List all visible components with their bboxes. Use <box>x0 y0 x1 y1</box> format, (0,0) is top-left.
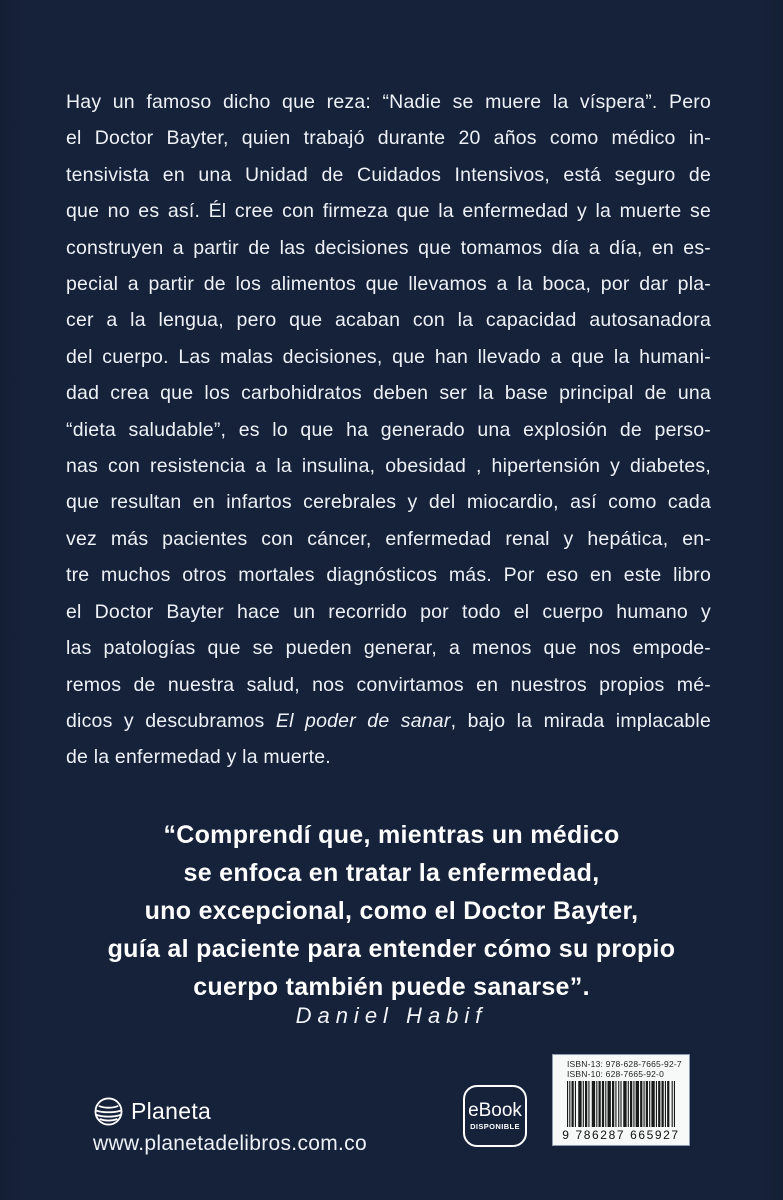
ebook-badge-subtitle: DISPONIBLE <box>470 1122 520 1131</box>
publisher-block <box>93 1096 367 1156</box>
synopsis-line: las patologías que se pueden generar, a menos que nos empode- <box>66 637 711 660</box>
quote-attribution: Daniel Habif <box>295 1003 488 1028</box>
quote-line: guía al paciente para entender cómo su propio <box>107 935 676 963</box>
synopsis-line: Hay un famoso dicho que reza: “Nadie se muere la víspera”. Pero <box>66 91 711 113</box>
synopsis-line: “dieta saludable”, es lo que ha generado una explosión de perso- <box>66 418 711 441</box>
barcode-digits: 9 786287 665927 <box>562 1128 680 1142</box>
synopsis-text <box>66 84 711 776</box>
synopsis-line: de la enfermedad y la muerte. <box>66 746 331 769</box>
synopsis-line: remos de nuestra salud, nos convirtamos en nuestros propios mé- <box>66 673 711 696</box>
quote-line: “Comprendí que, mientras un médico <box>163 821 620 849</box>
isbn10-label: ISBN-10: 628-7665-92-0 <box>567 1069 665 1079</box>
publisher-brand <box>93 1096 367 1127</box>
isbn-barcode <box>553 1055 689 1145</box>
ebook-badge <box>463 1085 527 1147</box>
synopsis-line: pecial a partir de los alimentos que llevamos a la boca, por dar pla- <box>66 273 711 296</box>
isbn13-label: ISBN-13: 978-628-7665-92-7 <box>567 1059 682 1069</box>
synopsis-line: dicos y descubramos El poder de sanar, bajo la mirada implacable <box>66 709 711 732</box>
ebook-badge-title: eBook <box>468 1100 522 1121</box>
synopsis-line: nas con resistencia a la insulina, obesidad , hipertensión y diabetes, <box>66 455 711 478</box>
synopsis-line: del cuerpo. Las malas decisiones, que han llevado a que la humani- <box>66 345 711 368</box>
endorsement-quote <box>36 816 747 1006</box>
synopsis-line: tre muchos otros mortales diagnósticos más. Por eso en este libro <box>66 564 711 587</box>
synopsis-line: que no es así. Él cree con firmeza que la enfermedad y la muerte se <box>66 200 711 223</box>
publisher-website: www.planetadelibros.com.co <box>93 1132 367 1155</box>
synopsis-line: que resultan en infartos cerebrales y del miocardio, así como cada <box>66 491 711 514</box>
quote-line: cuerpo también puede sanarse”. <box>193 973 590 1001</box>
synopsis-line: dad crea que los carbohidratos deben ser la base principal de una <box>66 382 711 405</box>
planeta-globe-icon <box>93 1096 124 1127</box>
quote-line: se enfoca en tratar la enfermedad, <box>183 859 600 887</box>
synopsis-line: vez más pacientes con cáncer, enfermedad renal y hepática, en- <box>66 527 711 550</box>
synopsis-line: cer a la lengua, pero que acaban con la capacidad autosanadora <box>66 309 711 332</box>
synopsis-line: el Doctor Bayter, quien trabajó durante 20 años como médico in- <box>66 127 711 150</box>
barcode-bars-icon <box>567 1081 675 1127</box>
publisher-name: Planeta <box>131 1098 212 1124</box>
synopsis-line: el Doctor Bayter hace un recorrido por todo el cuerpo humano y <box>66 600 711 623</box>
quote-line: uno excepcional, como el Doctor Bayter, <box>144 897 639 925</box>
synopsis-line: construyen a partir de las decisiones que tomamos día a día, en es- <box>66 236 711 259</box>
synopsis-line: tensivista en una Unidad de Cuidados Intensivos, está seguro de <box>66 163 711 186</box>
